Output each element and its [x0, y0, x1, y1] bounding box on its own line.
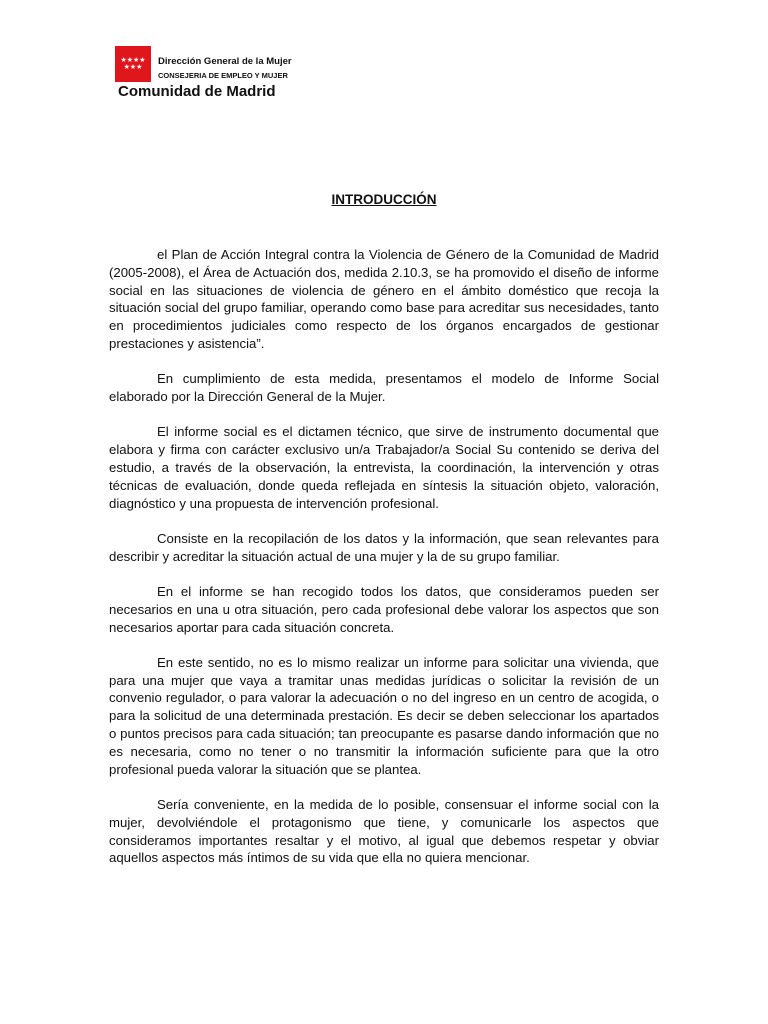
paragraph: En este sentido, no es lo mismo realizar un informe para solicitar una vivienda, que para una mujer que vaya a tramitar unas medidas jurídicas o solicitar la revisión de un convenio regulador, o para valorar la adecuación o no del ingreso en un centro de acogida, o para la solicitud de una determinada prestación. Es decir se deben seleccionar los apartados o puntos precisos para cada situación; tan preocupante es pasarse dando información que no es necesaria, como no tener o no transmitir la información suficiente para que la otro profesional pueda valorar la situación que se plantea.: [109, 654, 659, 777]
paragraph: el Plan de Acción Integral contra la Violencia de Género de la Comunidad de Madrid (2005-2008), el Área de Actuación dos, medida 2.10.3, se ha promovido el diseño de informe social en las situaciones de violencia de género en el ámbito doméstico que recoja la situación social del grupo familiar, operando como base para acreditar sus necesidades, tanto en procedimientos judiciales como respecto de los órganos encargados de gestionar prestaciones y asistencia”.: [109, 247, 659, 351]
organization-logo: [115, 46, 345, 106]
logo-stars: ★★★★ ★★★: [120, 56, 146, 71]
document-body: [109, 246, 659, 885]
paragraph: Consiste en la recopilación de los datos y la información, que sean relevantes para describir y acreditar la situación actual de una mujer y la de su grupo familiar.: [109, 530, 659, 564]
document-title: INTRODUCCIÓN: [331, 192, 437, 207]
paragraph: En el informe se han recogido todos los datos, que consideramos pueden ser necesarios en una u otra situación, pero cada profesional debe valorar los aspectos que son necesarios aportar para cada situación concreta.: [109, 583, 659, 635]
department-name: CONSEJERIA DE EMPLEO Y MUJER: [158, 71, 288, 80]
madrid-flag-icon: [115, 46, 151, 82]
paragraph: El informe social es el dictamen técnico, que sirve de instrumento documental que elabora y firma con carácter exclusivo un/a Trabajador/a Social Su contenido se deriva del estudio, a través de la observación, la entrevista, la coordinación, la intervención y otras técnicas de evaluación, donde queda reflejada en síntesis la situación objeto, valoración, diagnóstico y una propuesta de intervención profesional.: [109, 424, 659, 511]
paragraph: Sería conveniente, en la medida de lo posible, consensuar el informe social con la mujer, devolviéndole el protagonismo que tiene, y comunicarle los aspectos que consideramos importantes resaltar y el motivo, al igual que debemos respetar y obviar aquellos aspectos más íntimos de su vida que ella no quiera mencionar.: [109, 796, 659, 866]
organization-name: Dirección General de la Mujer: [158, 56, 292, 67]
region-name: Comunidad de Madrid: [118, 83, 276, 100]
paragraph: En cumplimiento de esta medida, presentamos el modelo de Informe Social elaborado por la Dirección General de la Mujer.: [109, 371, 659, 405]
